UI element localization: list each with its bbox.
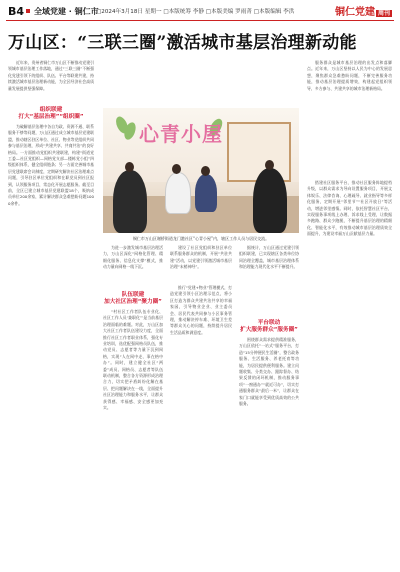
logo-badge: 周刊 bbox=[377, 10, 390, 17]
article-column-3 bbox=[170, 245, 232, 271]
paragraph: 搭建社区服务平台，推动社区服务阵地提档升级，以群众需求为导向设置服务项目，开展文体娱乐、法律咨询、心理疏导、就业指导等多样化服务，定期开展“邻里节”“社区开放日”等活动，增进邻里感情。同时，依托智慧社区平台，实现服务事项线上办理、诉求线上受理，让数据多跑路、群众少跑腿，不断提升基层治理的精细化、智能化水平，有效推动城市基层治理质效全面提升，为建设幸福万山贡献基层力量。 bbox=[307, 180, 392, 237]
article-column-4b bbox=[239, 337, 299, 570]
paragraph: 为破解基层治理中各自为政、资源不通、联系服务不够等问题，万山区通过成立城市基层党建联盟，推动辖区驻区单位、社区、物业等党组织共同参与基层治理，形成“共建共享、共商共治”的良好格局。一方面推动党组织共建联建，构建“街道党工委—社区党组织—网格党支部—楼栋党小组”四级组织体系，健全组织链条；另一方面完善城市基层党建联席会议制度，定期研究解决社区治理难点问题，引导驻区单位党组织和在职党员到社区报到，认领服务项目，常态化开展志愿服务。截至目前，全区已建立城市基层党建联盟18个，吸纳成员单位200余家，累计解决群众急难愁盼问题1000余件。 bbox=[8, 124, 94, 206]
article-column-5b bbox=[307, 180, 392, 570]
header-rule bbox=[6, 20, 394, 21]
masthead-logo bbox=[335, 3, 392, 18]
person-head bbox=[172, 164, 181, 174]
paragraph: “村社区工作者队伍专业化、社区工作人员‘兼职化’”是当前基层治理面临的难题。对此，万山区加大社区工作者队伍建设力度，全面推行社区工作者职业体系，强化专业培训，选优配强网格员队伍，推动党员、志愿者等力量下沉到网格，实现“人在网中走、事在格中办”。同时，建立健全社区“两委”成员、网格员、志愿者等队伍联动机制，整合各方资源形成治理合力，切实把矛盾纠纷化解在基层、把问题解决在一线，全面提升社区治理能力和服务水平，让群众获得感、幸福感、安全感更加充实。 bbox=[103, 309, 163, 411]
logo-text: 铜仁党建 bbox=[334, 7, 375, 18]
article-column-2 bbox=[103, 245, 163, 271]
person-figure bbox=[253, 168, 287, 233]
person-figure bbox=[113, 170, 147, 233]
headline: 万山区：“三联三圈”激活城市基层治理新动能 bbox=[8, 33, 357, 53]
paragraph: 围绕群众需求提供精准服务，万山区依托“一站式”服务平台，打造“15分钟便民生活圈”，整合政务服务、生活服务、养老托育等功能，为居民提供便利服务。建立问题收集、分类交办、跟踪督办、结果反馈的闭环机制，推动服务事项“一窗通办”“就近可办”，切实打通服务群众“最后一米”，让群众在家门口就能享受到优质高效的公共服务。 bbox=[239, 337, 299, 407]
person-figure bbox=[165, 172, 191, 214]
dateline: □2024年3月18日 星期一 □本版统筹 李静 □本版美编 罗雨菁 □本版编辑 李洪 bbox=[96, 9, 295, 15]
page-number: B4 bbox=[8, 5, 25, 18]
paragraph: 服务群众是城市基层治理的出发点和落脚点。近年来，万山区坚持以人民为中心的发展思想，聚焦群众急难愁盼问题，不断完善服务功能，推动基层治理提质增效，构建起党组织领导、多方参与、共建共享的城市治理新格局。 bbox=[307, 60, 392, 91]
person-head bbox=[125, 162, 134, 172]
news-photo bbox=[103, 108, 299, 233]
article-column-2b bbox=[103, 309, 163, 570]
article-column-4 bbox=[239, 245, 299, 271]
paragraph: 为进一步激发城市基层治理活力，万山区深化“网格化管理、精细化服务、信息化支撑”模式，推动力量向网格一线下沉。 bbox=[103, 245, 163, 270]
page-header bbox=[0, 0, 400, 20]
paragraph: 建设了社区党组织和驻区单位联系服务群众的机制，开展“共驻共建”活动，以党建引领激活城市基层治理“末梢神经”。 bbox=[170, 245, 232, 270]
subhead-team: 队伍联建 加大社区治理“聚力圈” bbox=[104, 292, 162, 305]
photo-caption: 铜仁市万山区谢桥街道龙门港社区“心青小屋”内，辖区工作人员与居民交流。 bbox=[132, 236, 270, 241]
subhead-platform: 平台联动 扩大服务群众“服务圈” bbox=[240, 320, 298, 333]
article-column-3b bbox=[170, 285, 232, 570]
article-column-5 bbox=[307, 60, 392, 92]
paragraph: 据统计，万山区通过党建引领组织联建，已实现辖区各类单位协同治理全覆盖，城市基层治理体系和治理能力现代化水平不断提升。 bbox=[239, 245, 299, 270]
photo-sign: 心青小屋 bbox=[139, 122, 223, 146]
article-column-1 bbox=[8, 60, 94, 92]
person-head bbox=[201, 166, 210, 176]
subhead-organization: 组织联建 打大“基层治理”“组织圈” bbox=[18, 107, 84, 120]
section-title: 全域党建 · 铜仁市 bbox=[34, 7, 99, 16]
person-figure bbox=[195, 174, 217, 212]
person-head bbox=[265, 160, 274, 170]
article-column-1b bbox=[8, 124, 94, 570]
section-marker bbox=[26, 9, 30, 13]
paragraph: 推行“党建+物业”管理模式，打造党建引领小区治理示范点，将小区打造为群众共建共治共享的幸福家园，引导物业企业、业主委员会、居民代表共同参与小区事务管理，推动解决停车难、环境卫生差等群众关心的问题，持续提升居民生活品质和满意度。 bbox=[170, 285, 232, 335]
lead-paragraph: 近年来，贵州省铜仁市万山区不断推动党建引领城市基层治理工作落地，通过“三联三圈”不断强化党建引领下的组织、队伍、平台等联建共建，持续激活城市基层治理新动能，为全区经济社会高质量发展提供坚强保障。 bbox=[8, 60, 94, 91]
